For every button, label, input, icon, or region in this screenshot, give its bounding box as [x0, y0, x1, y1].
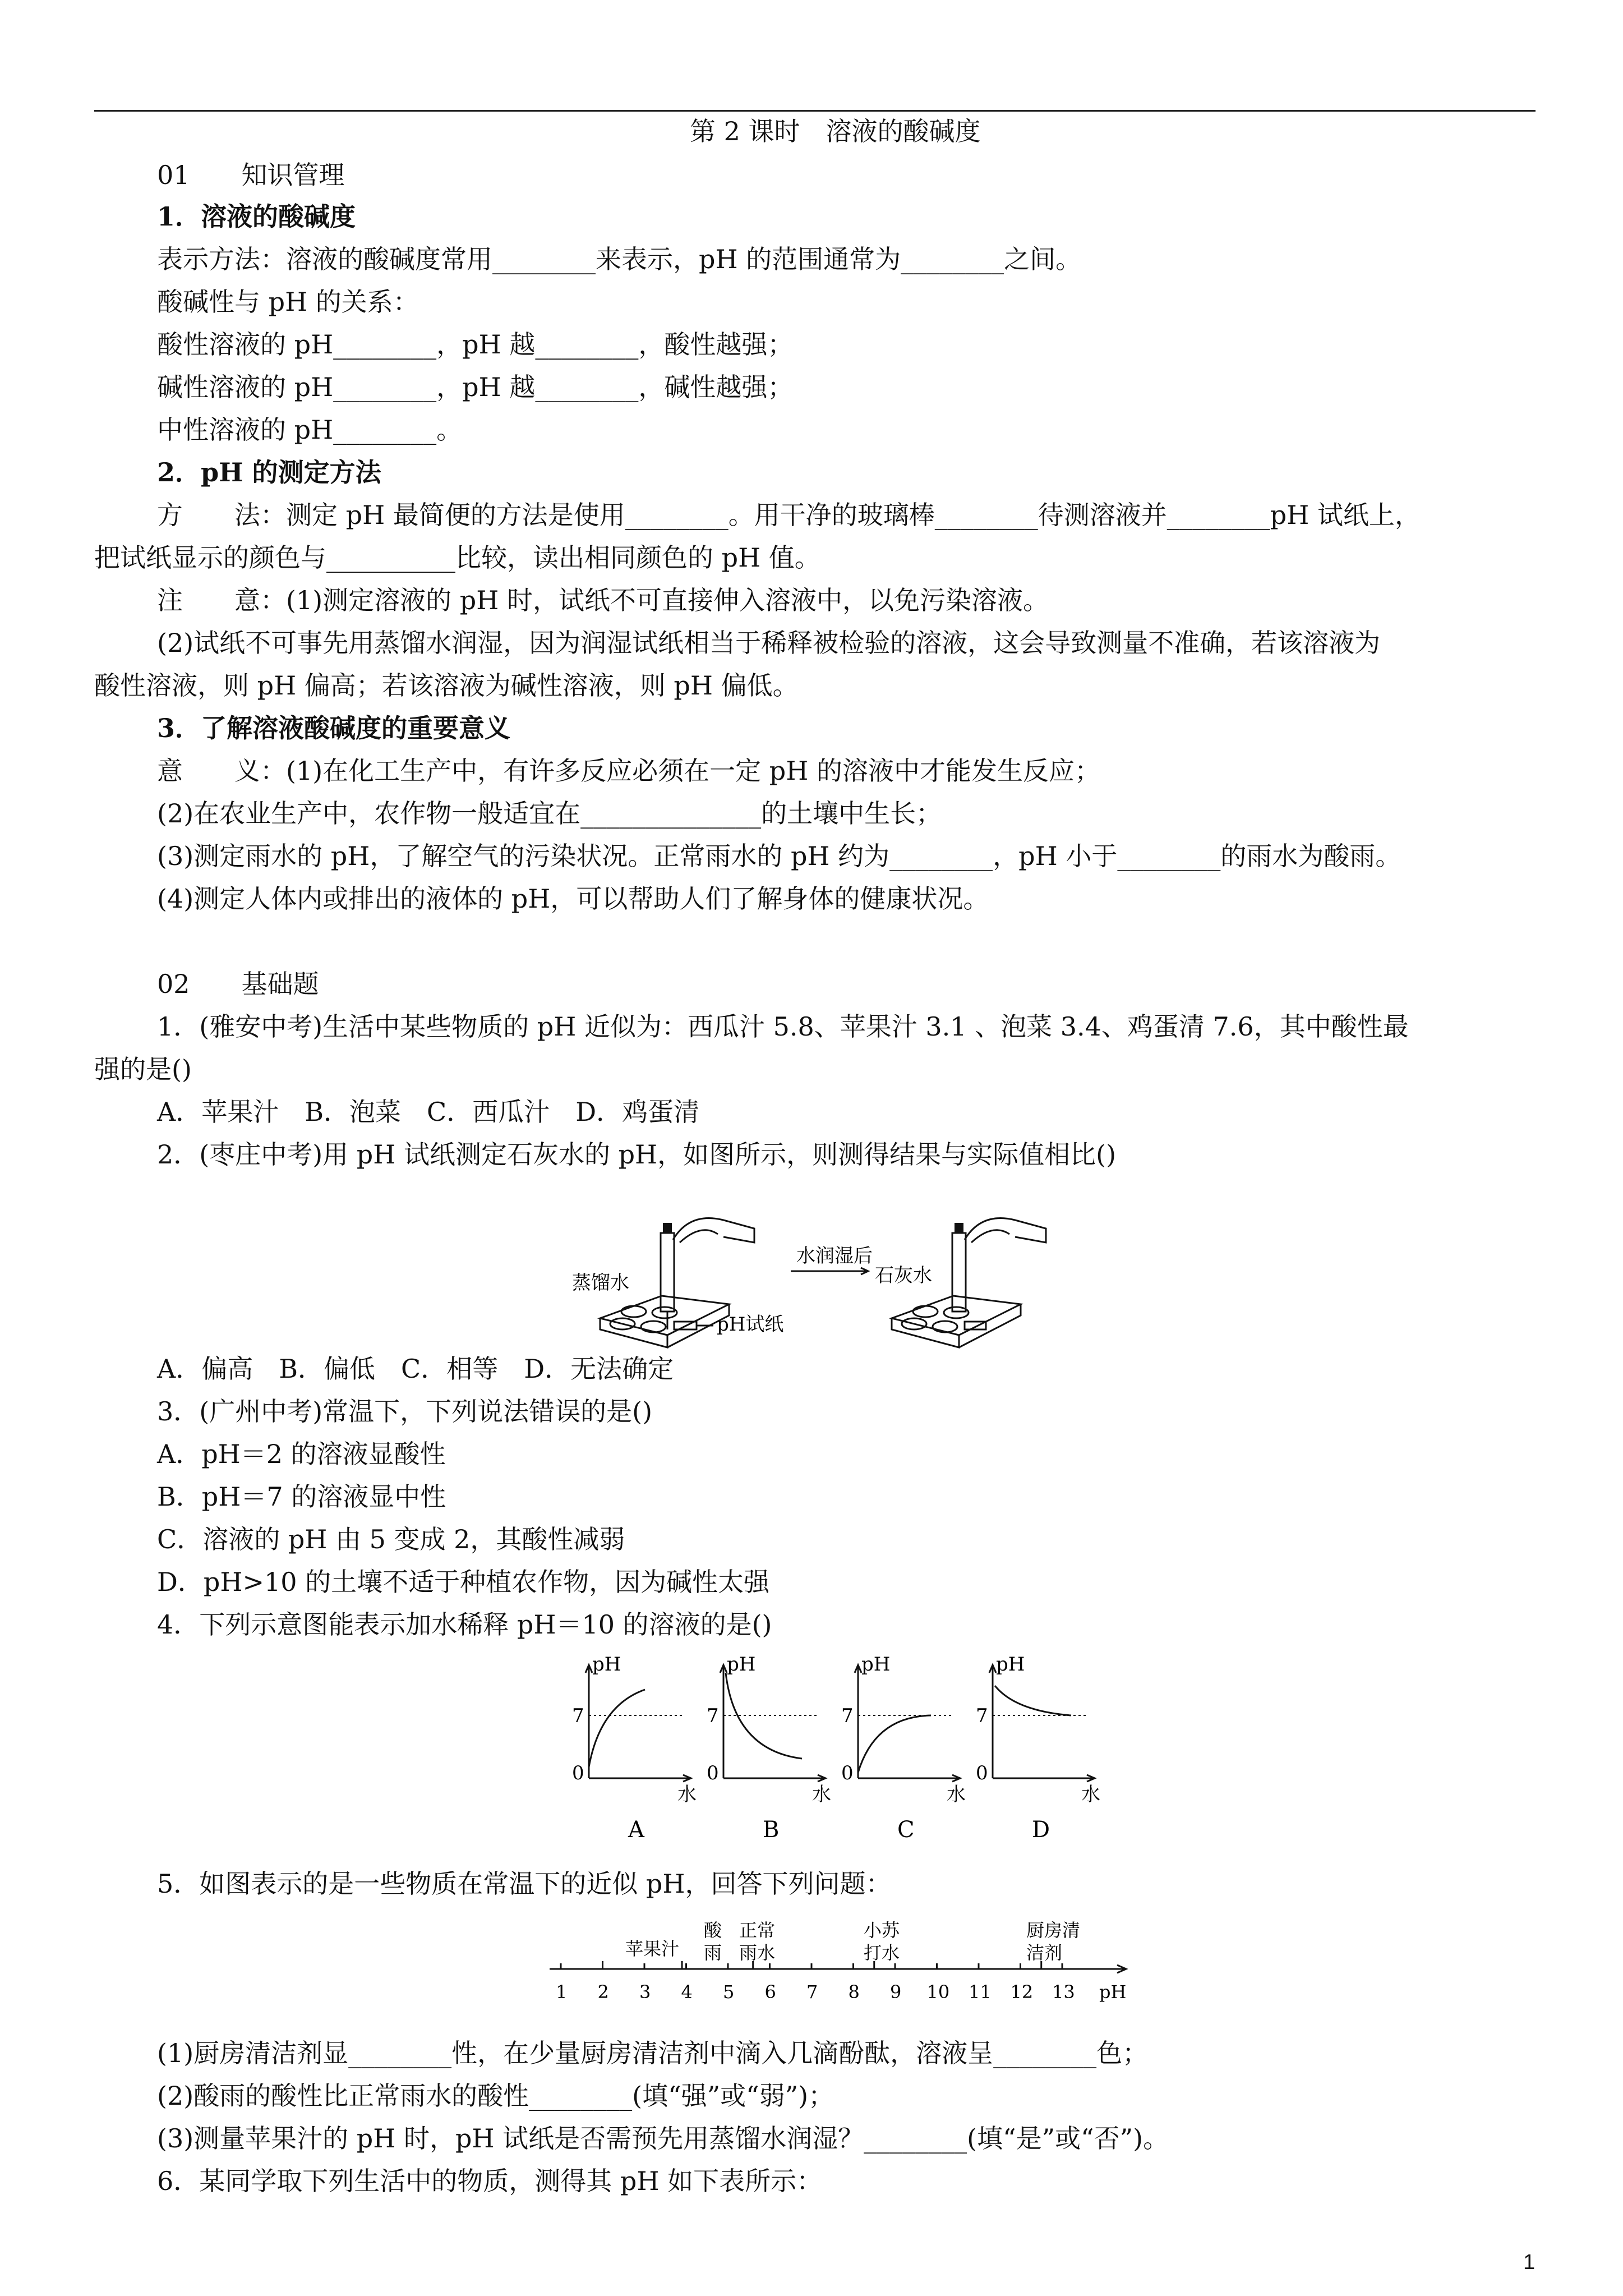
q5-tick-label: 5	[723, 1981, 735, 2003]
s2-line1: 方 法：测定 pH 最简便的方法是使用________。用干净的玻璃棒________待测溶液并________pH 试纸上，	[157, 500, 1421, 530]
s2-line4: (2)试纸不可事先用蒸馏水润湿，因为润湿试纸相当于稀释被检验的溶液，这会导致测量不准确，若该溶液为	[157, 628, 1381, 658]
q5-tick-label: 13	[1052, 1981, 1075, 2003]
q5-label-normal: 正常	[739, 1920, 776, 1941]
header-rule	[94, 110, 1536, 112]
q4-d-tick7: 7	[976, 1705, 988, 1727]
s1-line1: 表示方法：溶液的酸碱度常用________来表示，pH 的范围通常为________之间。	[157, 244, 1082, 274]
q5-tick-label: 2	[597, 1981, 609, 2003]
s1-line3: 酸性溶液的 pH________，pH 越________，酸性越强；	[157, 329, 794, 360]
section-heading-knowledge: 01 知识管理	[157, 160, 345, 190]
q6-stem: 6．某同学取下列生活中的物质，测得其 pH 如下表所示：	[157, 2166, 823, 2196]
q5-line3: (3)测量苹果汁的 pH 时，pH 试纸是否需预先用蒸馏水润湿？________(填“是”或“否”)。	[157, 2123, 1169, 2154]
page-number: 1	[1523, 2251, 1536, 2274]
s3-title: 3．了解溶液酸碱度的重要意义	[157, 713, 511, 743]
q5-label-rain: 雨	[704, 1942, 722, 1963]
q5-tick-label: 10	[926, 1981, 950, 2003]
q5-label-rainwater: 雨水	[739, 1942, 776, 1963]
q5-tick-label: 1	[556, 1981, 568, 2003]
q3-option-c: C．溶液的 pH 由 5 变成 2，其酸性减弱	[157, 1524, 625, 1554]
q2-label-ph-paper: pH试纸	[717, 1313, 784, 1336]
q5-tick-label: 6	[764, 1981, 776, 2003]
q5-label-soda-water: 打水	[864, 1942, 900, 1963]
q5-tick-label: 9	[890, 1981, 902, 2003]
s1-line2: 酸碱性与 pH 的关系：	[157, 287, 419, 317]
q5-line2: (2)酸雨的酸性比正常雨水的酸性________(填“强”或“弱”)；	[157, 2081, 834, 2111]
q4-stem: 4．下列示意图能表示加水稀释 pH＝10 的溶液的是()	[157, 1609, 772, 1640]
q4-a-tick7: 7	[572, 1705, 584, 1727]
q1-line2: 强的是()	[94, 1054, 192, 1084]
q4-c-xlabel: 水	[947, 1783, 966, 1806]
q5-tick-label: 4	[681, 1981, 693, 2003]
q2-stem: 2．(枣庄中考)用 pH 试纸测定石灰水的 pH，如图所示，则测得结果与实际值相比()	[157, 1139, 1117, 1170]
q4-c-tick0: 0	[841, 1762, 854, 1784]
q2-label-limewater: 石灰水	[875, 1264, 932, 1287]
q4-option-d-label: D	[1032, 1817, 1050, 1843]
q5-axis-unit: pH	[1099, 1981, 1127, 2003]
q2-figure	[561, 1189, 1122, 1374]
q5-label-soda: 小苏	[864, 1920, 900, 1941]
q4-b-tick0: 0	[707, 1762, 719, 1784]
s2-line5: 酸性溶液，则 pH 偏高；若该溶液为碱性溶液，则 pH 偏低。	[94, 670, 799, 701]
s3-line4: (4)测定人体内或排出的液体的 pH，可以帮助人们了解身体的健康状况。	[157, 884, 989, 914]
s3-line3: (3)测定雨水的 pH，了解空气的污染状况。正常雨水的 pH 约为________，pH 小于________的雨水为酸雨。	[157, 841, 1401, 871]
s3-line2: (2)在农业生产中，农作物一般适宜在______________的土壤中生长；	[157, 798, 942, 829]
q5-label-kitchen: 厨房清	[1026, 1920, 1081, 1941]
q4-c-ylabel: pH	[861, 1655, 891, 1676]
q2-options: A．偏高 B．偏低 C．相等 D．无法确定	[157, 1354, 674, 1384]
s2-line2: 把试纸显示的颜色与__________比较，读出相同颜色的 pH 值。	[94, 542, 820, 573]
q5-label-cleaner: 洁剂	[1026, 1942, 1063, 1963]
q4-option-c-label: C	[897, 1817, 915, 1843]
q3-option-a: A．pH＝2 的溶液显酸性	[157, 1439, 446, 1469]
s2-line3: 注 意：(1)测定溶液的 pH 时，试纸不可直接伸入溶液中，以免污染溶液。	[157, 585, 1049, 615]
q5-tick-label: 8	[848, 1981, 860, 2003]
q4-d-xlabel: 水	[1081, 1783, 1100, 1806]
q5-tick-label: 12	[1010, 1981, 1034, 2003]
q4-c-tick7: 7	[841, 1705, 854, 1727]
q4-figure	[538, 1655, 1144, 1846]
q4-a-tick0: 0	[572, 1762, 584, 1784]
q5-label-apple-juice: 苹果汁	[625, 1938, 680, 1959]
q1-line1: 1．(雅安中考)生活中某些物质的 pH 近似为：西瓜汁 5.8、苹果汁 3.1 、泡菜 3.4、鸡蛋清 7.6，其中酸性最	[157, 1011, 1409, 1042]
q4-d-tick0: 0	[976, 1762, 988, 1784]
q5-ph-scale	[538, 1918, 1155, 2019]
q5-tick-label: 3	[639, 1981, 651, 2003]
q3-option-d: D．pH>10 的土壤不适于种植农作物，因为碱性太强	[157, 1567, 770, 1597]
q1-options: A．苹果汁 B．泡菜 C．西瓜汁 D．鸡蛋清	[157, 1097, 700, 1127]
q5-tick-label: 7	[806, 1981, 818, 2003]
s1-title: 1．溶液的酸碱度	[157, 201, 356, 232]
q4-option-a-label: A	[628, 1817, 644, 1843]
section-heading-basic: 02 基础题	[157, 969, 319, 999]
q4-a-ylabel: pH	[592, 1655, 621, 1676]
q4-b-ylabel: pH	[727, 1655, 756, 1676]
q2-label-distilled-water: 蒸馏水	[572, 1272, 629, 1294]
s1-line4: 碱性溶液的 pH________，pH 越________，碱性越强；	[157, 372, 794, 402]
q4-option-b-label: B	[763, 1817, 780, 1843]
s3-line1: 意 义：(1)在化工生产中，有许多反应必须在一定 pH 的溶液中才能发生反应；	[157, 756, 1100, 786]
page-title: 第 2 课时 溶液的酸碱度	[690, 116, 981, 146]
q2-label-arrow: 水润湿后	[796, 1245, 873, 1267]
q4-b-tick7: 7	[707, 1705, 719, 1727]
q4-a-xlabel: 水	[677, 1783, 697, 1806]
q3-option-b: B．pH＝7 的溶液显中性	[157, 1481, 446, 1512]
q5-tick-label: 11	[969, 1981, 992, 2003]
q5-line1: (1)厨房清洁剂显________性，在少量厨房清洁剂中滴入几滴酚酞，溶液呈________色；	[157, 2038, 1149, 2068]
q3-stem: 3．(广州中考)常温下，下列说法错误的是()	[157, 1396, 653, 1427]
q5-label-acid: 酸	[704, 1920, 722, 1941]
q4-d-ylabel: pH	[996, 1655, 1025, 1676]
q4-b-xlabel: 水	[812, 1783, 831, 1806]
s2-title: 2．pH 的测定方法	[157, 457, 381, 487]
s1-line5: 中性溶液的 pH________。	[157, 415, 463, 445]
q5-stem: 5．如图表示的是一些物质在常温下的近似 pH，回答下列问题：	[157, 1869, 892, 1899]
